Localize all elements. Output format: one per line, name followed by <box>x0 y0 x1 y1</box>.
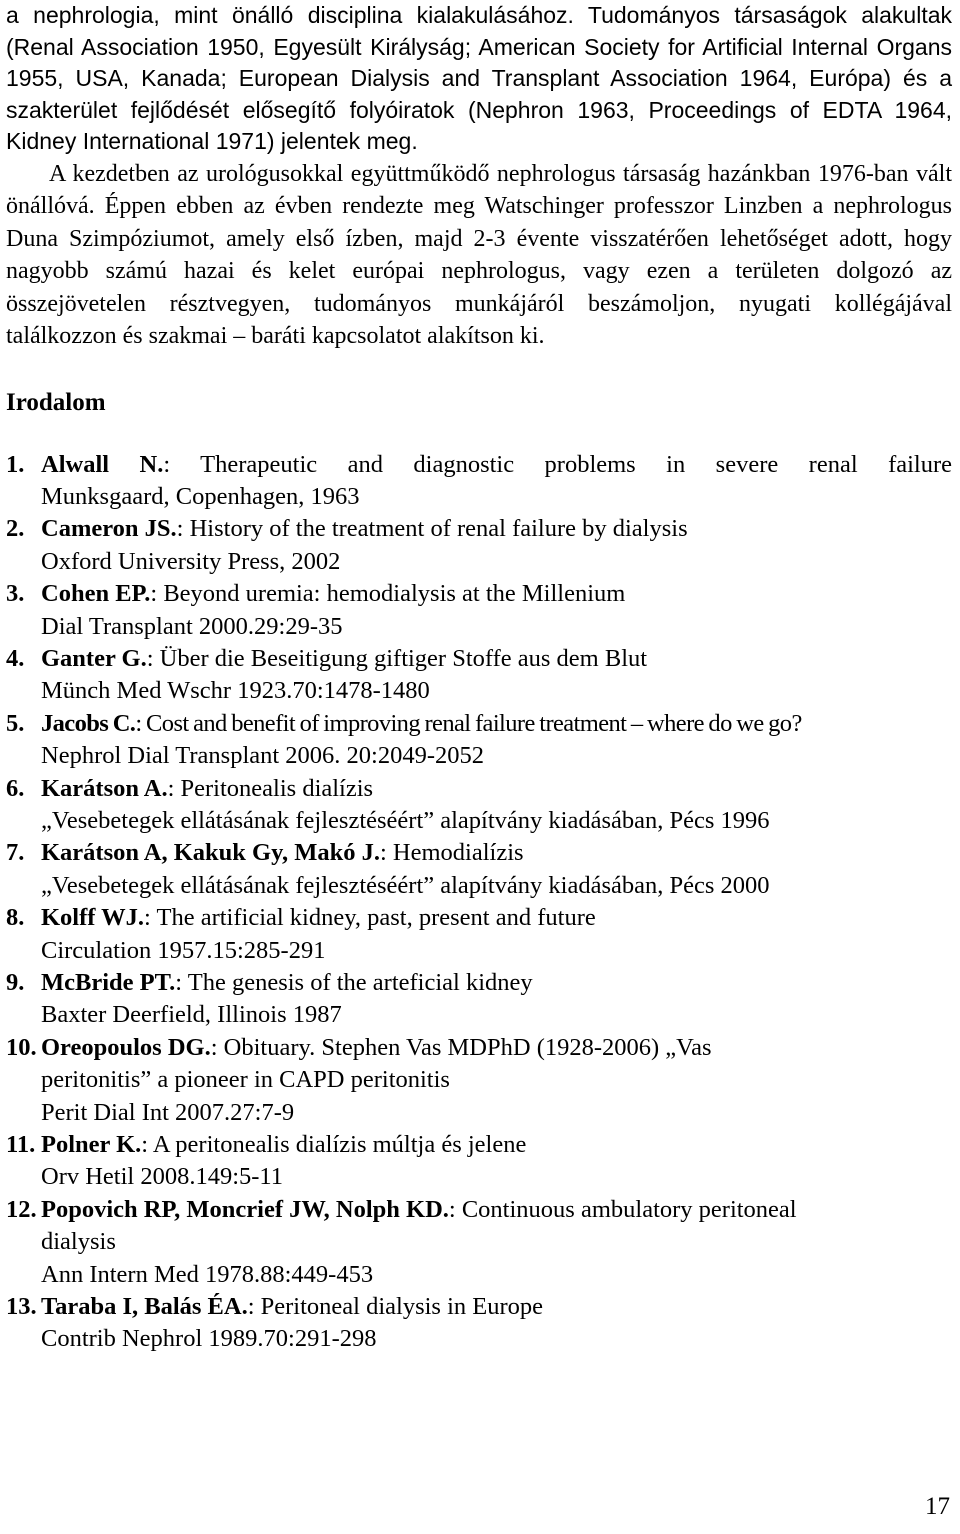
reference-item <box>6 643 952 708</box>
references-list <box>6 449 952 1356</box>
reference-source: Baxter Deerfield, Illinois 1987 <box>41 1001 342 1029</box>
reference-title-line <box>41 1194 952 1226</box>
intro-paragraph <box>6 0 952 158</box>
reference-title-line <box>41 902 952 934</box>
reference-author: Ganter G. <box>41 644 147 672</box>
reference-number: 2. <box>6 515 25 543</box>
reference-author: Cameron JS. <box>41 515 177 543</box>
reference-title: : Cost and benefit of improving renal failure treatment – where do we go? <box>135 709 802 737</box>
intro-paragraph-text: a nephrologia, mint önálló disciplina kialakulásához. Tudományos társaságok alakultak (Renal Association 1950, Egyesült Királyság; American Society for Artificial Internal Organs 1955, USA, Kanada; European Dialysis and Transplant Association 1964, Európa) és a szakterület fejlődését elősegítő folyóiratok (Nephron 1963, Proceedings of EDTA 1964, Kidney International 1971) jelentek meg. <box>6 2 952 154</box>
references-heading: Irodalom <box>6 388 106 416</box>
reference-source: Ann Intern Med 1978.88:449-453 <box>41 1260 374 1288</box>
reference-item <box>6 1129 952 1194</box>
reference-title: : Therapeutic and diagnostic problems in severe renal failure <box>163 450 953 478</box>
reference-author: Karátson A, Kakuk Gy, Makó J. <box>41 839 380 867</box>
reference-author: Cohen EP. <box>41 580 151 608</box>
reference-title: : Beyond uremia: hemodialysis at the Millenium <box>150 580 626 608</box>
reference-source: Contrib Nephrol 1989.70:291-298 <box>41 1325 377 1353</box>
reference-title-line <box>41 1129 952 1161</box>
reference-item <box>6 837 952 902</box>
reference-title-continued: peritonitis” a pioneer in CAPD peritonitis <box>41 1066 450 1094</box>
reference-title: : Continuous ambulatory peritoneal <box>448 1195 797 1223</box>
reference-source: Munksgaard, Copenhagen, 1963 <box>41 482 360 510</box>
reference-number: 11. <box>6 1131 36 1159</box>
reference-title-line <box>41 773 952 805</box>
reference-author: McBride PT. <box>41 969 176 996</box>
reference-source: „Vesebetegek ellátásának fejlesztéséért” alapítvány kiadásában, Pécs 2000 <box>41 871 770 899</box>
reference-source: Orv Hetil 2008.149:5-11 <box>41 1163 284 1191</box>
reference-item <box>6 578 952 643</box>
reference-item <box>6 967 952 1032</box>
document-page <box>6 0 952 1356</box>
reference-author: Taraba I, Balás ÉA. <box>41 1293 248 1321</box>
reference-item <box>6 708 952 773</box>
reference-author: Popovich RP, Moncrief JW, Nolph KD. <box>41 1195 449 1223</box>
reference-number: 7. <box>6 839 25 867</box>
reference-title-line <box>41 449 952 481</box>
reference-item <box>6 1194 952 1291</box>
reference-number: 6. <box>6 774 25 802</box>
reference-number: 1. <box>6 450 25 478</box>
reference-number: 9. <box>6 969 25 996</box>
reference-title: : The artificial kidney, past, present and future <box>144 904 596 932</box>
reference-title: : Über die Beseitigung giftiger Stoffe aus dem Blut <box>146 644 648 672</box>
reference-number: 13. <box>6 1293 37 1321</box>
reference-number: 4. <box>6 644 25 672</box>
reference-title-line <box>41 643 952 675</box>
reference-author: Karátson A. <box>41 774 168 802</box>
reference-title: : The genesis of the arteficial kidney <box>175 969 533 996</box>
reference-number: 12. <box>6 1195 37 1223</box>
reference-number: 5. <box>6 709 25 737</box>
reference-title: : Peritonealis dialízis <box>167 774 374 802</box>
reference-source: Oxford University Press, 2002 <box>41 547 341 575</box>
reference-title-line <box>41 837 952 869</box>
reference-author: Kolff WJ. <box>41 904 144 932</box>
reference-source: Perit Dial Int 2007.27:7-9 <box>41 1098 295 1126</box>
reference-title-continued: dialysis <box>41 1228 116 1256</box>
reference-title: : Peritoneal dialysis in Europe <box>247 1293 544 1321</box>
reference-item <box>6 513 952 578</box>
reference-title-line <box>41 708 952 740</box>
reference-number: 10. <box>6 1033 37 1061</box>
reference-item <box>6 1032 952 1129</box>
reference-source: Dial Transplant 2000.29:29-35 <box>41 612 343 640</box>
reference-item <box>6 773 952 838</box>
reference-source: Münch Med Wschr 1923.70:1478-1480 <box>41 677 430 705</box>
reference-title-line <box>41 513 952 545</box>
reference-source: Circulation 1957.15:285-291 <box>41 936 326 964</box>
reference-title: : Hemodialízis <box>379 839 524 867</box>
reference-author: Oreopoulos DG. <box>41 1033 211 1061</box>
reference-title: : A peritonealis dialízis múltja és jelene <box>141 1131 527 1159</box>
reference-number: 8. <box>6 904 25 932</box>
reference-item <box>6 1291 952 1356</box>
reference-title: : History of the treatment of renal failure by dialysis <box>176 515 688 543</box>
reference-title: : Obituary. Stephen Vas MDPhD (1928-2006) „Vas <box>210 1033 712 1061</box>
reference-number: 3. <box>6 580 25 608</box>
reference-author: Alwall N. <box>41 450 164 478</box>
reference-title-line <box>41 578 952 610</box>
reference-title-line <box>41 967 952 999</box>
reference-title-line <box>41 1032 952 1064</box>
reference-source: „Vesebetegek ellátásának fejlesztéséért” alapítvány kiadásában, Pécs 1996 <box>41 806 770 834</box>
page-number: 17 <box>925 1493 950 1520</box>
reference-item <box>6 449 952 514</box>
reference-source: Nephrol Dial Transplant 2006. 20:2049-2052 <box>41 742 485 770</box>
reference-title-line <box>41 1291 952 1323</box>
reference-author: Jacobs C. <box>41 709 136 737</box>
reference-author: Polner K. <box>41 1131 142 1159</box>
reference-item <box>6 902 952 967</box>
history-paragraph: A kezdetben az urológusokkal együttműködő nephrologus társaság hazánkban 1976-ban vált önállóvá. Éppen ebben az évben rendezte meg Watschinger professzor Linzben a nephrologus Duna Szimpóziumot, amely első ízben, majd 2-3 évente visszatérően lehetőséget adott, hogy nagyobb számú hazai és kelet európai nephrologus, vagy ezen a területen dolgozó az összejövetelen résztvegyen, tudományos munkájáról beszámoljon, nyugati kollégájával találkozzon és szakmai – baráti kapcsolatot alakítson ki. <box>6 160 952 349</box>
